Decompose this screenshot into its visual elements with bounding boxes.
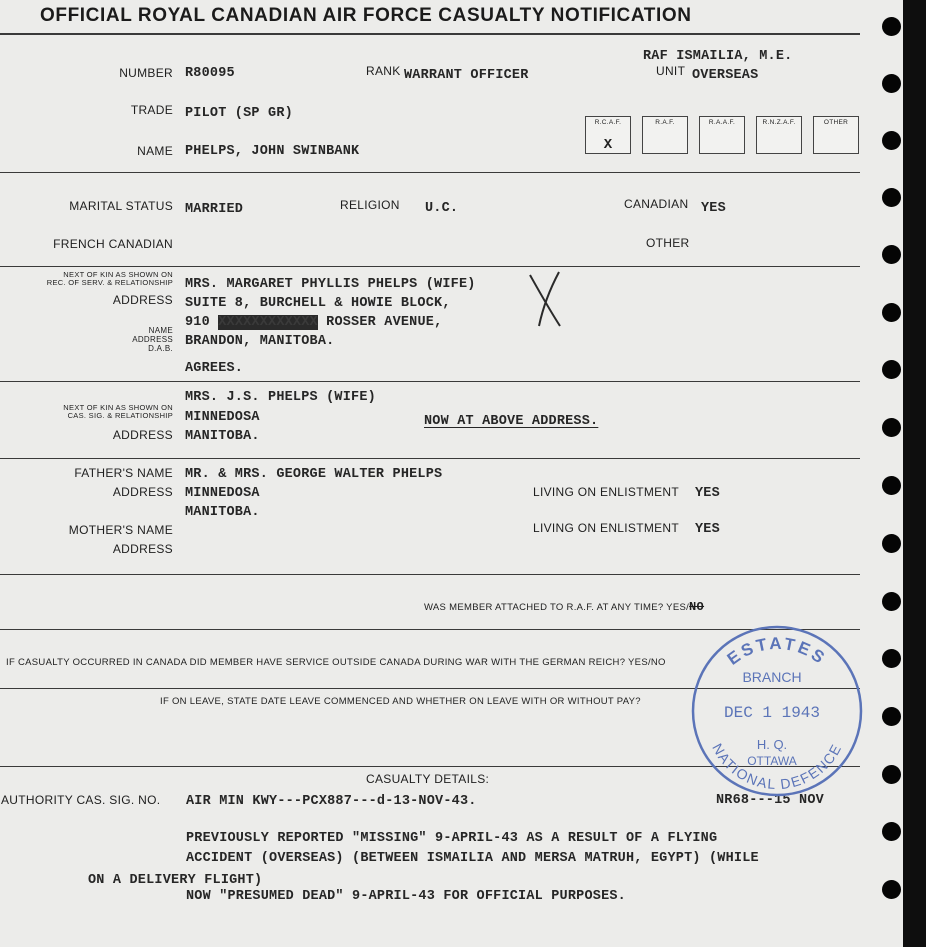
nok-rec-line4: BRANDON, MANITOBA.	[185, 334, 335, 349]
box-rcaf	[585, 116, 631, 154]
divider	[0, 458, 860, 459]
father-line3: MANITOBA.	[185, 505, 260, 520]
unit-label: UNIT	[656, 64, 686, 78]
box-rcaf-label: R.C.A.F.	[594, 119, 622, 126]
nok-rec-line3-number: 910	[185, 315, 210, 330]
now-at-above-address: NOW AT ABOVE ADDRESS.	[424, 414, 599, 429]
details-line1: PREVIOUSLY REPORTED "MISSING" 9-APRIL-43 AS A RESULT OF A FLYING	[186, 831, 718, 846]
raf-attached-question	[424, 600, 704, 614]
religion-label: RELIGION	[340, 198, 400, 212]
box-rnzaf-label: R.N.Z.A.F.	[762, 119, 796, 126]
raf-attached-question-text: WAS MEMBER ATTACHED TO R.A.F. AT ANY TIME? YES/	[424, 602, 690, 613]
raf-attached-answer: NO	[689, 600, 705, 614]
nok-cas-line3: MANITOBA.	[185, 429, 260, 444]
nok-rec-line2: SUITE 8, BURCHELL & HOWIE BLOCK,	[185, 296, 451, 311]
punch-hole-icon	[882, 880, 901, 899]
nok-rec-label-line2: REC. OF SERV. & RELATIONSHIP	[46, 278, 173, 287]
rank-label: RANK	[366, 64, 401, 78]
box-raaf-label: R.A.A.F.	[708, 119, 736, 126]
name-address-dab-label	[60, 326, 173, 353]
punch-hole-icon	[882, 418, 901, 437]
nok-cas-label-line1: NEXT OF KIN AS SHOWN ON	[63, 403, 173, 412]
punch-hole-icon	[882, 303, 901, 322]
details-line3: ON A DELIVERY FLIGHT)	[88, 873, 263, 888]
nok-rec-label	[10, 271, 173, 287]
father-living-value: YES	[695, 486, 720, 501]
number-label: NUMBER	[119, 66, 173, 80]
struck-text: XXXXXXXXXXXX	[218, 315, 318, 330]
mother-living-value: YES	[695, 522, 720, 537]
stamp-hq: H. Q.	[756, 737, 788, 752]
divider	[0, 172, 860, 173]
stamp-city: OTTAWA	[747, 754, 797, 768]
nok-rec-line3	[185, 315, 442, 330]
box-rcaf-mark: X	[603, 137, 613, 153]
trade-value: PILOT (SP GR)	[185, 106, 293, 121]
box-rnzaf	[756, 116, 802, 154]
nr-reference: NR68---15 NOV	[716, 793, 824, 808]
box-raaf	[699, 116, 745, 154]
fathers-name-label: FATHER'S NAME	[74, 466, 173, 480]
punch-hole-icon	[882, 534, 901, 553]
nok-cas-label-line2: CAS. SIG. & RELATIONSHIP	[67, 411, 173, 420]
divider	[0, 266, 860, 267]
nok-rec-label-line1: NEXT OF KIN AS SHOWN ON	[63, 270, 173, 279]
dab-label-line3: D.A.B.	[148, 344, 173, 353]
nok-cas-line2: MINNEDOSA	[185, 410, 260, 425]
leave-question: IF ON LEAVE, STATE DATE LEAVE COMMENCED AND WHETHER ON LEAVE WITH OR WITHOUT PAY?	[160, 696, 641, 707]
stamp-branch: BRANCH	[742, 669, 802, 685]
stamp-bottom-text: NATIONAL DEFENCE	[709, 740, 845, 793]
punch-hole-icon	[882, 245, 901, 264]
punch-hole-icon	[882, 188, 901, 207]
punch-hole-icon	[882, 17, 901, 36]
canadian-label: CANADIAN	[624, 197, 689, 211]
nok-rec-line5: AGREES.	[185, 361, 244, 376]
punch-hole-icon	[882, 131, 901, 150]
details-line4: NOW "PRESUMED DEAD" 9-APRIL-43 FOR OFFICIAL PURPOSES.	[186, 889, 626, 904]
divider	[0, 33, 860, 35]
punch-hole-icon	[882, 74, 901, 93]
religion-value: U.C.	[425, 201, 459, 216]
nok-rec-line1: MRS. MARGARET PHYLLIS PHELPS (WIFE)	[185, 277, 476, 292]
father-living-label: LIVING ON ENLISTMENT	[533, 485, 680, 499]
punch-hole-icon	[882, 592, 901, 611]
nok-cas-address-label: ADDRESS	[112, 428, 173, 442]
nok-rec-address-label: ADDRESS	[112, 293, 173, 307]
box-other-label: OTHER	[823, 119, 849, 126]
details-line2: ACCIDENT (OVERSEAS) (BETWEEN ISMAILIA AND MERSA MATRUH, EGYPT) (WHILE	[186, 851, 759, 866]
box-raf	[642, 116, 688, 154]
punch-hole-icon	[882, 360, 901, 379]
service-outside-question: IF CASUALTY OCCURRED IN CANADA DID MEMBER HAVE SERVICE OUTSIDE CANADA DURING WAR WITH THE GERMAN REICH? YES/NO	[6, 657, 666, 668]
punch-hole-icon	[882, 707, 901, 726]
father-line2: MINNEDOSA	[185, 486, 260, 501]
x-mark-icon	[527, 269, 563, 329]
punch-hole-icon	[882, 649, 901, 668]
other-label: OTHER	[646, 236, 690, 250]
father-line1: MR. & MRS. GEORGE WALTER PHELPS	[185, 467, 443, 482]
unit-value-line2: OVERSEAS	[692, 68, 759, 83]
dab-label-line2: ADDRESS	[132, 335, 173, 344]
punch-hole-icon	[882, 822, 901, 841]
mother-living-label: LIVING ON ENLISTMENT	[533, 521, 680, 535]
punch-hole-icon	[882, 765, 901, 784]
casualty-details-label: CASUALTY DETAILS:	[366, 772, 490, 786]
canadian-value: YES	[701, 201, 726, 216]
divider	[0, 574, 860, 575]
rank-value: WARRANT OFFICER	[404, 68, 529, 83]
french-canadian-label: FRENCH CANADIAN	[53, 237, 173, 251]
authority-label: AUTHORITY CAS. SIG. NO.	[1, 793, 161, 807]
name-value: PHELPS, JOHN SWINBANK	[185, 144, 360, 159]
marital-status-label: MARITAL STATUS	[69, 199, 173, 213]
box-other	[813, 116, 859, 154]
nok-cas-label	[10, 404, 173, 420]
divider	[0, 381, 860, 382]
fathers-address-label: ADDRESS	[112, 485, 173, 499]
nok-rec-line3-street: ROSSER AVENUE,	[326, 315, 443, 330]
form-title: OFFICIAL ROYAL CANADIAN AIR FORCE CASUALTY NOTIFICATION	[40, 5, 692, 26]
punch-hole-icon	[882, 476, 901, 495]
dab-label-line1: NAME	[148, 326, 173, 335]
paper-edge	[903, 0, 926, 947]
mothers-name-label: MOTHER'S NAME	[68, 523, 173, 537]
authority-value: AIR MIN KWY---PCX887---d-13-NOV-43.	[186, 794, 477, 809]
stamp-top-text: ESTATES	[723, 633, 831, 669]
name-label: NAME	[137, 144, 173, 158]
unit-value-line1: RAF ISMAILIA, M.E.	[643, 49, 793, 64]
number-value: R80095	[185, 66, 235, 81]
nok-cas-line1: MRS. J.S. PHELPS (WIFE)	[185, 390, 376, 405]
estates-branch-stamp	[688, 622, 866, 800]
trade-label: TRADE	[130, 103, 173, 117]
box-raf-label: R.A.F.	[655, 119, 675, 126]
mothers-address-label: ADDRESS	[112, 542, 173, 556]
marital-status-value: MARRIED	[185, 202, 244, 217]
stamp-date: DEC 1 1943	[723, 704, 821, 722]
